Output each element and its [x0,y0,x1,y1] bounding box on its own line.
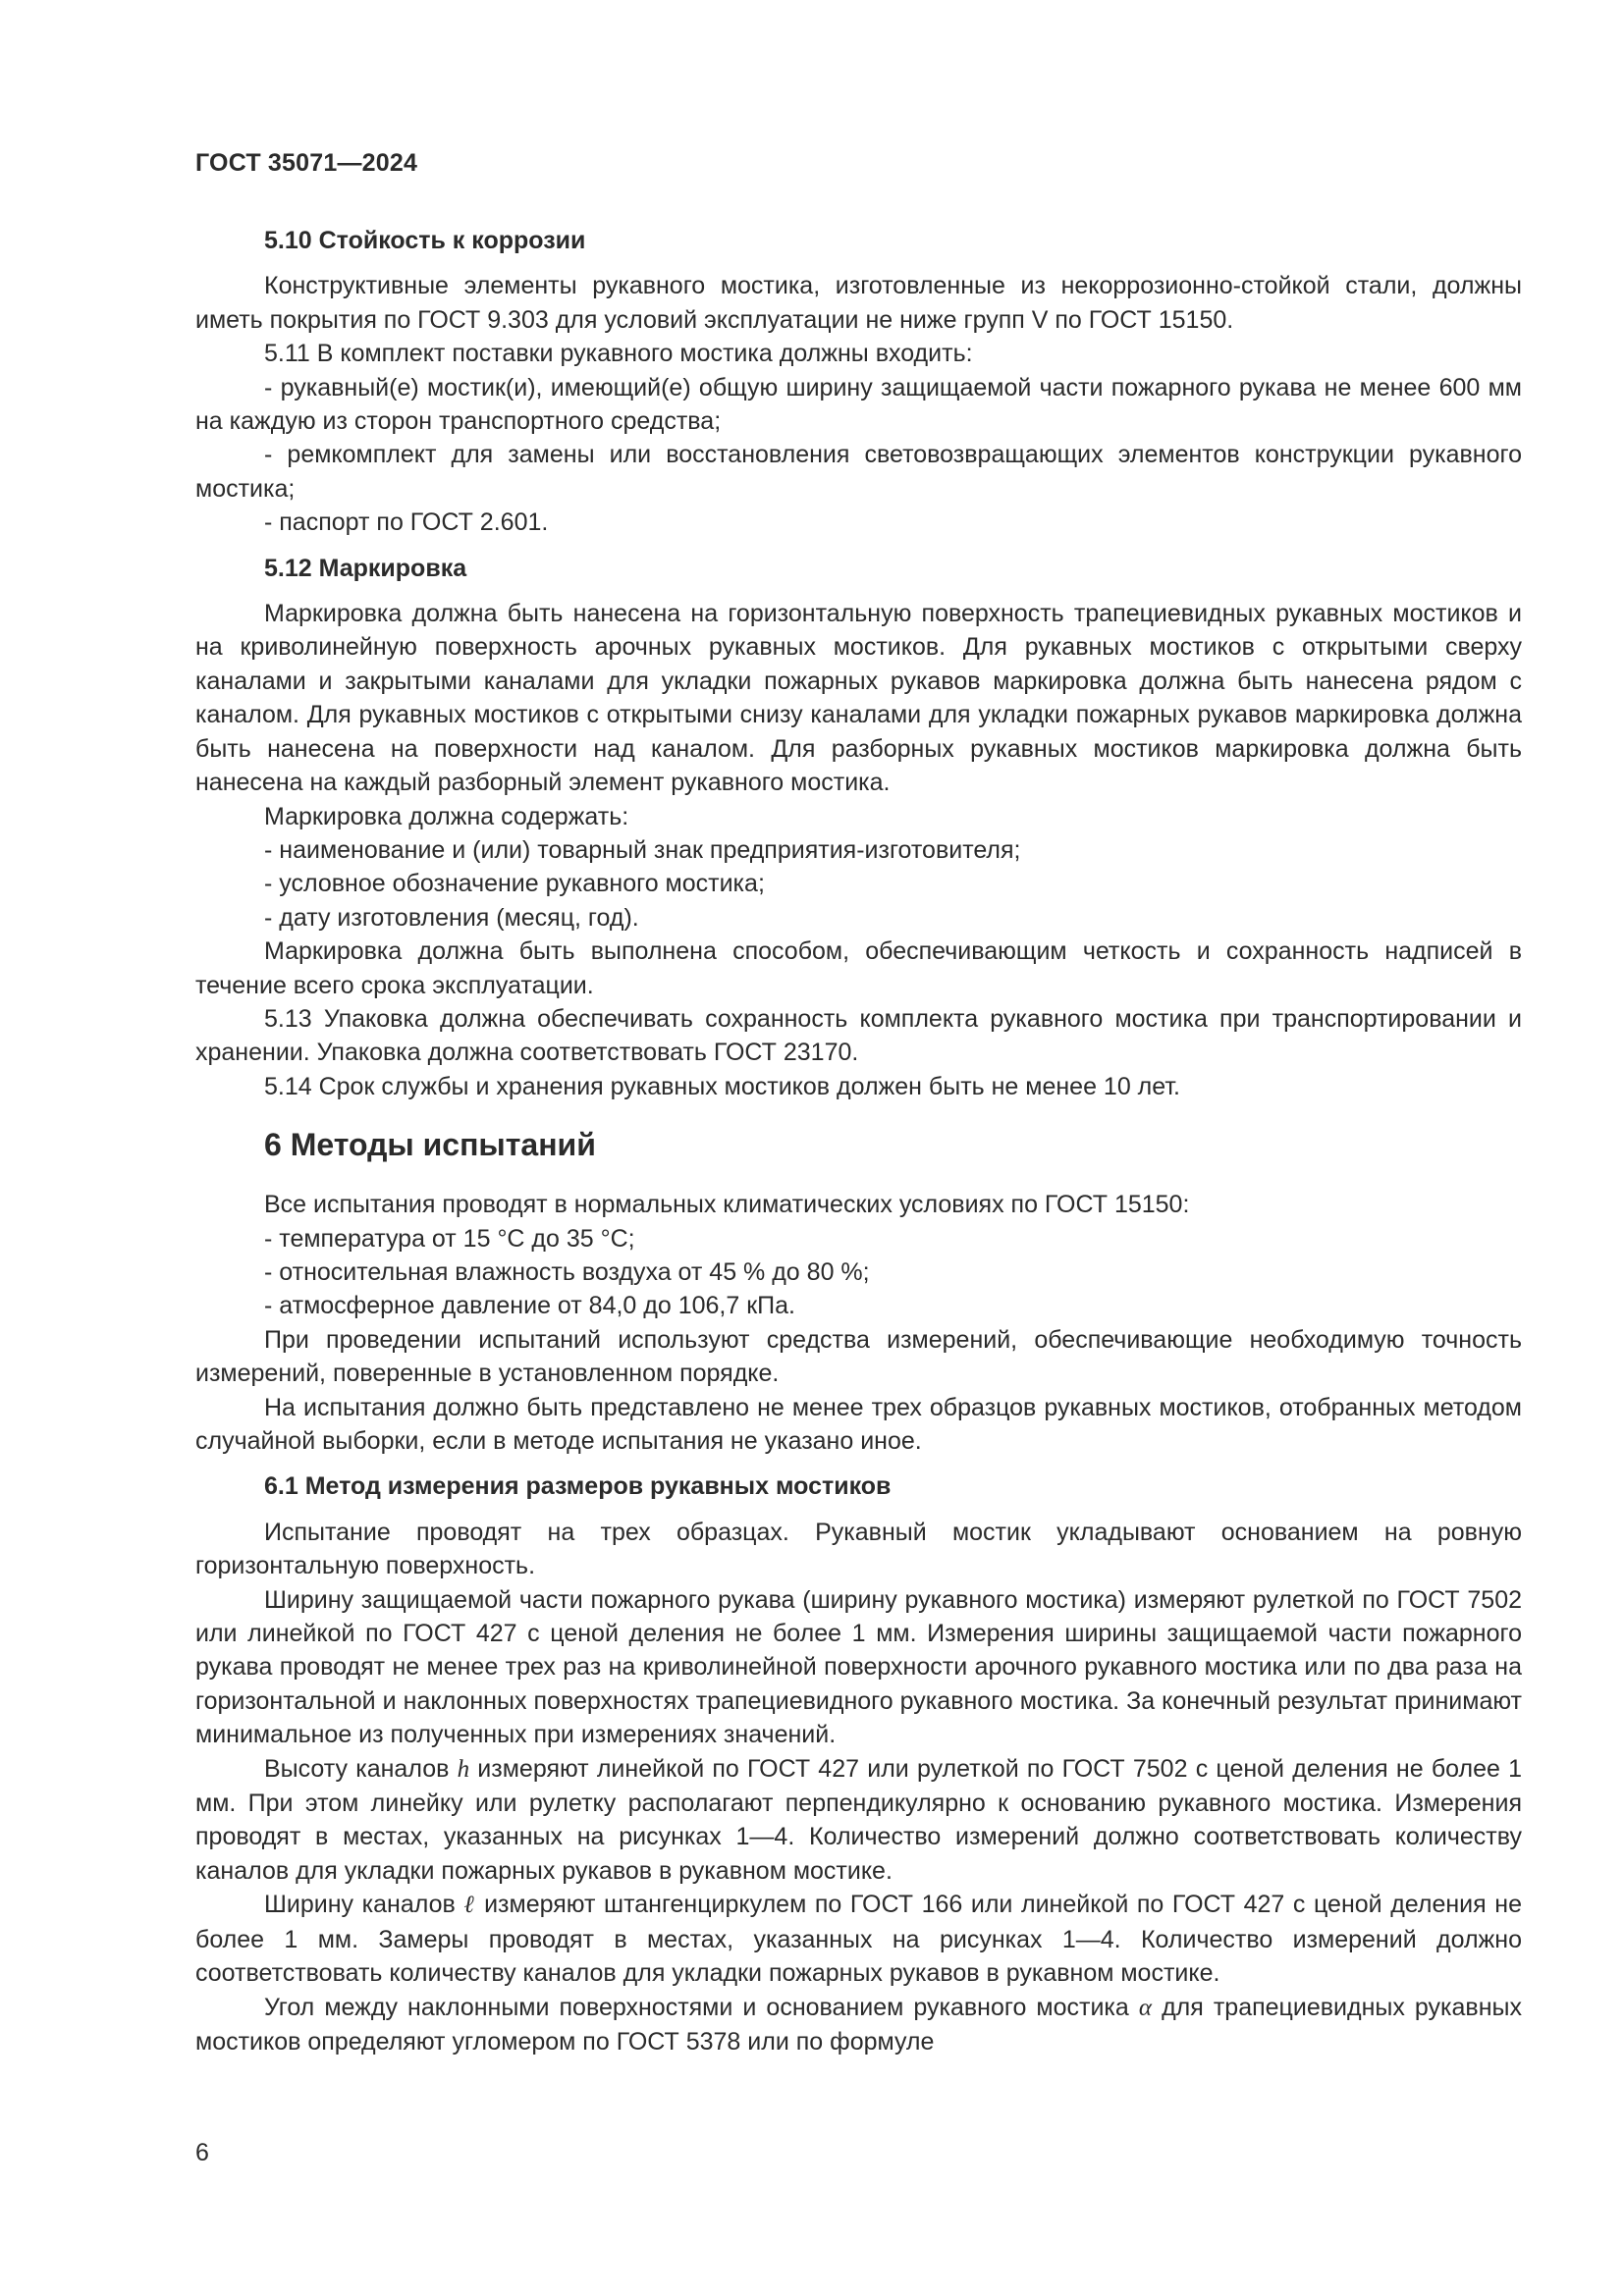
paragraph: На испытания должно быть представлено не менее трех образцов рукавных мостиков, отобранных методом случайной выборки, если в методе испытания не указано иное. [195,1393,1522,1455]
paragraph: При проведении испытаний используют средства измерений, обеспечивающие необходимую точность измерений, поверенные в установленном порядке. [195,1325,1522,1388]
paragraph [195,1991,1522,2059]
text-fragment: Ширину каналов [264,1891,464,1919]
text-fragment: измеряют штангенциркулем по ГОСТ 166 или линейкой по ГОСТ 427 с ценой деления не более 1 мм. Замеры проводят в местах, указанных на рисунках 1—4. Количество измерений должно соответствовать количеству каналов для укладки пожарных рукавов в рукавном мостике. [195,1891,1522,1988]
paragraph: Маркировка должна содержать: [264,802,629,830]
document-header: ГОСТ 35071—2024 [195,149,418,177]
paragraph: Маркировка должна быть выполнена способом, обеспечивающим четкость и сохранность надписей в течение всего срока эксплуатации. [195,937,1522,999]
list-item: - температура от 15 °C до 35 °C; [264,1224,635,1253]
subsection-title-5-10: 5.10 Стойкость к коррозии [264,227,586,254]
list-item: - рукавный(е) мостик(и), имеющий(е) общую ширину защищаемой части пожарного рукава не менее 600 мм на каждую из сторон транспортного средства; [195,373,1522,436]
list-item: - атмосферное давление от 84,0 до 106,7 кПа. [264,1292,795,1320]
list-item: - паспорт по ГОСТ 2.601. [264,508,549,537]
subsection-title-6-1: 6.1 Метод измерения размеров рукавных мостиков [264,1472,892,1501]
paragraph: 5.13 Упаковка должна обеспечивать сохранность комплекта рукавного мостика при транспортировании и хранении. Упаковка должна соответствовать ГОСТ 23170. [195,1004,1522,1067]
document-body [195,224,1522,2058]
text-fragment: измеряют линейкой по ГОСТ 427 или рулеткой по ГОСТ 7502 с ценой деления не более 1 мм. При этом линейку или рулетку располагают перпендикулярно к основанию рукавного мостика. Измерения проводят в местах, указанных на рисунках 1—4. Количество измерений должно соответствовать количеству каналов для укладки пожарных рукавов в рукавном мостике. [195,1754,1523,1885]
list-item: - дату изготовления (месяц, год). [264,903,639,932]
variable-alpha: α [1138,1994,1153,2021]
text-fragment: для трапециевидных рукавных мостиков определяют угломером по ГОСТ 5378 или по формуле [195,1993,1522,2056]
paragraph [195,1752,1522,1889]
paragraph: Маркировка должна быть нанесена на горизонтальную поверхность трапециевидных рукавных мостиков и на криволинейную поверхность арочных рукавных мостиков. Для рукавных мостиков с открытыми сверху каналами и закрытыми каналами для укладки пожарных рукавов маркировка должна быть нанесена рядом с каналом. Для рукавных мостиков с открытыми снизу каналами для укладки пожарных рукавов маркировка должна быть нанесена на поверхности над каналом. Для разборных рукавных мостиков маркировка должна быть нанесена на каждый разборный элемент рукавного мостика. [195,600,1522,797]
paragraph: Ширину защищаемой части пожарного рукава (ширину рукавного мостика) измеряют рулеткой по ГОСТ 7502 или линейкой по ГОСТ 427 с ценой деления не более 1 мм. Измерения ширины защищаемой части пожарного рукава проводят не менее трех раз на криволинейной поверхности арочного рукавного мостика или по два раза на горизонтальной и наклонных поверхностях трапециевидного рукавного мостика. За конечный результат принимают минимальное из полученных при измерениях значений. [195,1585,1522,1749]
text-fragment: Угол между наклонными поверхностями и основанием рукавного мостика [264,1993,1139,2021]
paragraph: 5.11 В комплект поставки рукавного мостика должны входить: [264,340,973,368]
paragraph [195,1888,1522,1990]
variable-h: h [457,1755,470,1783]
variable-l: ℓ [463,1892,476,1919]
paragraph: Конструктивные элементы рукавного мостика, изготовленные из некоррозионно-стойкой стали, должны иметь покрытия по ГОСТ 9.303 для условий эксплуатации не ниже групп V по ГОСТ 15150. [195,272,1522,334]
list-item: - условное обозначение рукавного мостика; [264,870,765,898]
list-item: - относительная влажность воздуха от 45 % до 80 %; [264,1257,870,1286]
text-fragment: Высоту каналов [264,1754,458,1783]
list-item: - ремкомплект для замены или восстановления световозвращающих элементов конструкции рукавного мостика; [195,441,1522,503]
list-item: - наименование и (или) товарный знак предприятия-изготовителя; [264,835,1021,864]
subsection-title-5-12: 5.12 Маркировка [264,554,467,582]
paragraph: Испытание проводят на трех образцах. Рукавный мостик укладывают основанием на ровную горизонтальную поверхность. [195,1518,1522,1580]
paragraph: Все испытания проводят в нормальных климатических условиях по ГОСТ 15150: [264,1191,1190,1219]
paragraph: 5.14 Срок службы и хранения рукавных мостиков должен быть не менее 10 лет. [264,1072,1180,1100]
page-number: 6 [195,2139,209,2166]
chapter-title-6: 6 Методы испытаний [264,1127,596,1163]
